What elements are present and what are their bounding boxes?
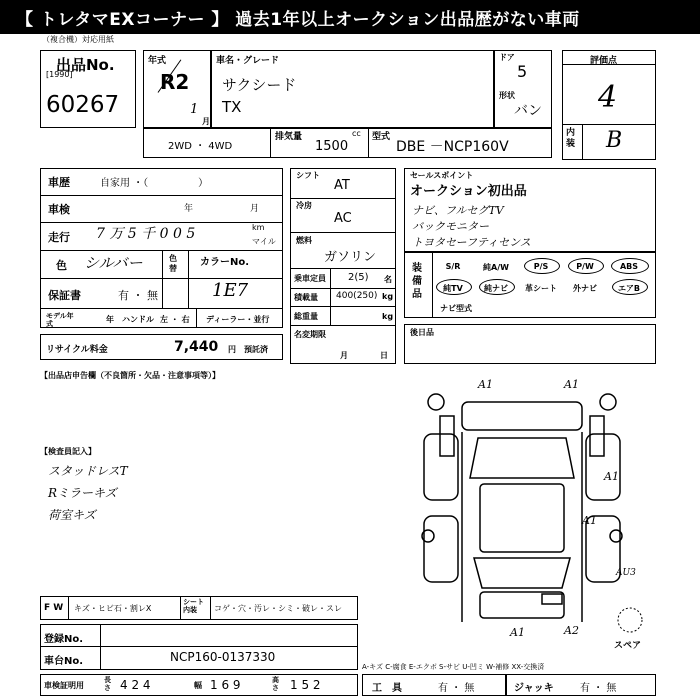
equip-airbag: エアB [617, 284, 641, 293]
jack-label: ジャッキ [514, 683, 554, 694]
equipment-label: 装備品 [412, 263, 422, 300]
damage-mark-1: A1 [478, 378, 493, 391]
recycle-label: リサイクル料金 [46, 345, 108, 355]
score-value: 4 [598, 80, 618, 115]
inspection-label: 車検 [48, 203, 70, 216]
chassis-label: 車台No. [44, 656, 84, 667]
height-value: 1 5 2 [290, 678, 321, 692]
weight-label: 総重量 [294, 312, 318, 321]
model-year-unit: 年 [106, 315, 114, 324]
registration-label: 登録No. [44, 634, 84, 645]
jack-value: 有 ・ 無 [580, 683, 617, 694]
aircon-value: AC [334, 211, 352, 226]
equip-navi: 純ナビ [484, 284, 508, 293]
sales-line-1: ナビ、フルセグTV [412, 204, 504, 217]
inspection-year: 年 [184, 204, 194, 214]
car-diagram [410, 376, 660, 636]
equip-navi-circle [479, 279, 515, 295]
handle-value: 左 ・ 右 [160, 315, 190, 324]
damage-mark-4: A1 [582, 514, 597, 527]
body-label: 形状 [499, 91, 515, 100]
damage-mark-5: AU3 [616, 568, 636, 578]
equip-ext-navi: 外ナビ [573, 284, 597, 293]
equip-ps-circle [524, 258, 560, 274]
color-code-label: カラーNo. [200, 257, 250, 268]
seat-value: コゲ・穴・汚レ・シミ・破レ・スレ [214, 604, 342, 613]
tools-value: 有 ・ 無 [438, 683, 475, 694]
name-change-month: 月 [340, 351, 348, 360]
displacement-value: 1500 [315, 139, 349, 154]
seller-note-label: 【出品店申告欄（不良箇所・欠品・注意事項等）】 [40, 371, 220, 380]
name-change-day: 日 [380, 351, 388, 360]
history-label: 車歴 [48, 176, 70, 189]
equip-abs: ABS [619, 262, 639, 271]
header-note: （複合機）対応用紙 [42, 35, 114, 44]
history-value: 自家用 ・（ ） [100, 178, 209, 189]
model-name: サクシード [222, 76, 297, 94]
shift-label: シフト [296, 171, 320, 180]
color-code: 1E7 [212, 280, 249, 301]
width-value: 1 6 9 [210, 678, 241, 692]
body-value: バン [514, 103, 542, 119]
year-month-unit: 月 [202, 117, 210, 126]
load-unit: kg [382, 292, 394, 301]
warranty-value: 有 ・ 無 [118, 289, 158, 302]
damage-mark-6: A1 [510, 626, 525, 639]
equip-tv-circle [436, 279, 472, 295]
equip-pw: P/W [576, 262, 594, 271]
color-change-label: 色替 [169, 254, 177, 273]
model-year-label: モデル年式 [46, 312, 74, 328]
sales-line-2: バックモニター [412, 220, 489, 233]
load-label: 積載量 [294, 293, 318, 302]
doors-value: 5 [517, 62, 528, 81]
displacement-label: 排気量 [275, 132, 303, 142]
recycle-note: 預託済 [244, 345, 268, 354]
seat-label: シート内装 [183, 598, 204, 614]
capacity-value: 2(5) [348, 272, 369, 283]
fw-label: F W [44, 603, 64, 613]
color-label: 色 [56, 259, 67, 272]
later-box [404, 324, 656, 364]
year-month: 1 [190, 102, 199, 117]
grade: TX [222, 98, 242, 116]
inspector-line-3: 荷室キズ [48, 508, 96, 522]
width-label: 幅 [194, 681, 202, 690]
mileage-value: 7 万 5 千 0 0 5 [96, 226, 196, 242]
name-change-label: 名変期限 [294, 330, 326, 339]
inspection-month: 月 [250, 204, 260, 214]
doors-label: ドア [499, 53, 515, 62]
year-label: 年式 [148, 56, 167, 66]
chassis-value: NCP160-0137330 [170, 650, 276, 664]
damage-mark-7: A2 [564, 624, 579, 637]
score-label: 評価点 [590, 56, 618, 66]
equip-abs-circle [611, 258, 649, 274]
later-label: 後日品 [410, 328, 434, 337]
warranty-label: 保証書 [48, 289, 81, 302]
equip-aw: 純A/W [483, 263, 509, 272]
displacement-unit: cc [352, 129, 361, 138]
aircon-label: 冷房 [296, 201, 312, 210]
inspector-line-2: Rミラーキズ [48, 486, 117, 500]
mileage-label: 走行 [48, 231, 70, 244]
damage-legend: A-キズ C-腐食 E-エクボ S-サビ U-凹ミ W-補修 XX-交換済 [362, 663, 545, 671]
type-label: 型式 [372, 132, 391, 142]
mileage-unit-mile: マイル [252, 237, 276, 246]
equip-leather: 革シート [525, 284, 557, 293]
dealer-label: ディーラー・並行 [206, 315, 270, 324]
mileage-unit-km: km [252, 223, 265, 232]
equip-sr: S/R [445, 262, 461, 271]
interior-value: B [606, 128, 623, 153]
recycle-value: 7,440 [174, 339, 219, 355]
lot-year-stamp: [1990] [46, 70, 73, 79]
year-era: R2 [160, 70, 190, 94]
spare-label: スペア [614, 641, 642, 651]
lot-label: 出品No. [56, 56, 115, 74]
drive-options: 2WD ・ 4WD [168, 141, 233, 152]
equip-ps: P/S [533, 262, 549, 271]
equip-airbag-circle [612, 279, 648, 295]
inspector-line-1: スタッドレスT [48, 464, 128, 478]
height-label: 高さ [272, 676, 279, 692]
fuel-label: 燃料 [296, 236, 312, 245]
capacity-unit: 名 [384, 275, 392, 284]
nav-type-label: ナビ型式 [440, 304, 472, 313]
length-label: 長さ [104, 676, 111, 692]
recycle-unit: 円 [228, 345, 236, 354]
fuel-value: ガソリン [324, 250, 377, 265]
cert-label: 車検証明用 [44, 681, 84, 690]
lot-number: 60267 [46, 92, 120, 118]
color-value: シルバー [84, 254, 143, 272]
name-label: 車名・グレード [216, 56, 280, 66]
damage-mark-3: A1 [604, 470, 619, 483]
tools-label: 工 具 [372, 683, 402, 694]
inspector-label: 【検査員記入】 [40, 447, 96, 456]
fw-value: キズ・ヒビ石・割レX [74, 604, 152, 613]
weight-unit: kg [382, 312, 394, 321]
sales-label: セールスポイント [410, 171, 474, 180]
type-value: DBE －NCP160V [396, 139, 509, 155]
load-value: 400(250) [336, 291, 378, 301]
sales-title: オークション初出品 [410, 184, 527, 199]
equip-tv: 純TV [443, 284, 463, 293]
banner-title: 【 トレタマEXコーナー 】 過去1年以上オークション出品歴がない車両 [16, 10, 580, 30]
interior-label: 内装 [566, 128, 576, 149]
capacity-label: 乗車定員 [294, 274, 326, 283]
damage-mark-2: A1 [564, 378, 579, 391]
length-value: 4 2 4 [120, 678, 151, 692]
shift-value: AT [334, 178, 350, 193]
handle-label: ハンドル [122, 315, 154, 324]
equip-pw-circle [568, 258, 604, 274]
sales-line-3: トヨタセーフティセンス [412, 236, 531, 249]
